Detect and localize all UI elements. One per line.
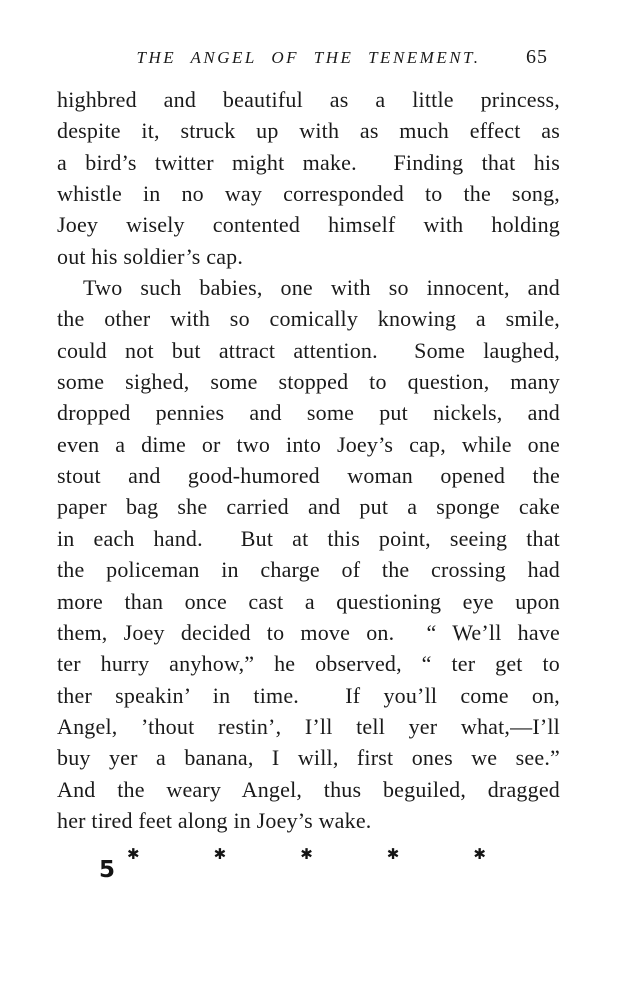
text-line: paper bag she carried and put a sponge cake [57,494,560,520]
text-line: stout and good-humored woman opened the [57,463,560,489]
asterisk-icon: ✱ [213,845,227,863]
text-line: highbred and beautiful as a little princess, [57,87,560,112]
text-line: whistle in no way corresponded to the song, [57,181,560,207]
running-header-title: THE ANGEL OF THE TENEMENT. [136,48,481,67]
asterisk-icon: ✱ [127,845,140,863]
asterisk-separator [127,845,486,863]
page-body [57,84,560,836]
asterisk-icon: ✱ [473,845,486,863]
text-line: And the weary Angel, thus beguiled, dragged [57,776,560,802]
text-line: even a dime or two into Joey’s cap, while one [57,431,560,457]
text-line: the other with so comically knowing a smile, [57,306,560,332]
text-line: ter hurry anyhow,” he observed, “ ter get to [57,651,560,677]
text-line: Angel, ’thout restin’, I’ll tell yer what,—I’ll [57,713,560,739]
running-header [57,48,560,68]
text-line: her tired feet along in Joey’s wake. [57,807,372,833]
text-line: dropped pennies and some put nickels, and [57,400,560,426]
signature-mark: 5 [99,857,116,883]
text-line: buy yer a banana, I will, first ones we see.” [57,745,560,771]
asterisk-icon: ✱ [300,845,313,863]
text-line: Joey wisely contented himself with holding [57,212,560,238]
page-number: 65 [526,46,548,68]
asterisk-icon: ✱ [386,845,400,863]
text-line: in each hand. But at this point, seeing that [57,525,560,551]
text-line: them, Joey decided to move on. “ We’ll have [57,619,560,645]
text-line: the policeman in charge of the crossing had [57,557,560,583]
text-line: could not but attract attention. Some laughed, [57,337,560,363]
text-line: ther speakin’ in time. If you’ll come on, [57,682,560,708]
text-line: out his soldier’s cap. [57,243,244,269]
text-line: some sighed, some stopped to question, many [57,369,560,395]
text-line: more than once cast a questioning eye upon [57,588,560,614]
text-line: a bird’s twitter might make. Finding that his [57,149,560,175]
text-line: Two such babies, one with so innocent, and [83,275,560,301]
text-line: despite it, struck up with as much effect as [57,118,560,144]
